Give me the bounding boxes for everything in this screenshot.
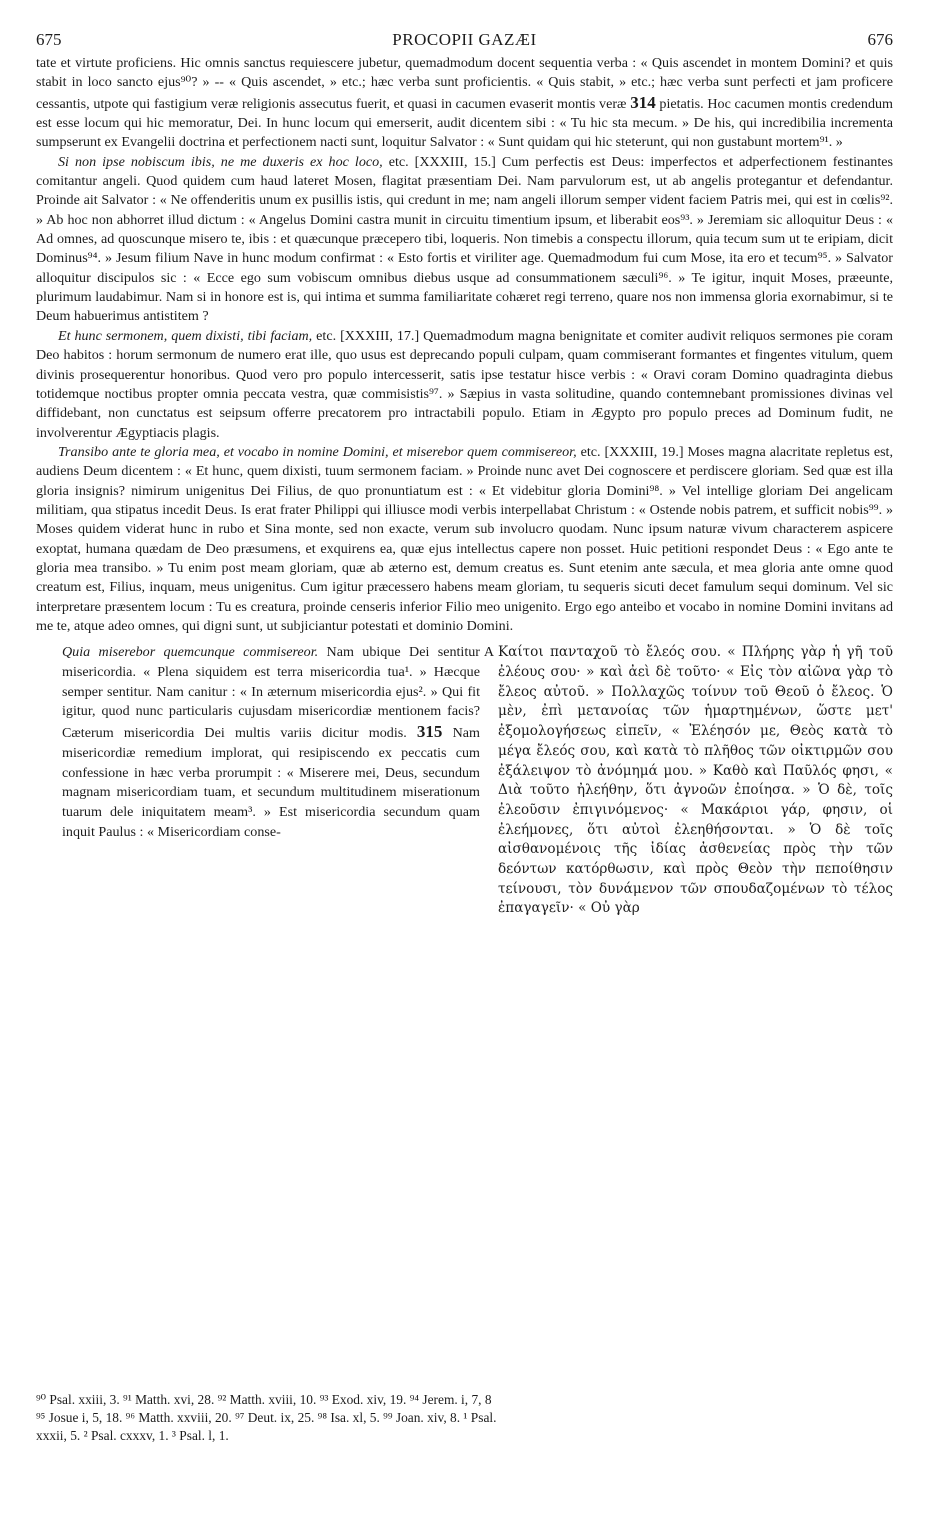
footnote-line: ⁹⁰ Psal. xxiii, 3. ⁹¹ Matth. xvi, 28. ⁹² Matth. xviii, 10. ⁹³ Exod. xiv, 19. ⁹⁴ Jerem. i, 7, 8 bbox=[36, 1392, 492, 1407]
margin-letter: A bbox=[483, 644, 494, 661]
page-number-right: 676 bbox=[867, 30, 893, 49]
column-marker-314: 314 bbox=[630, 92, 656, 112]
greek-paragraph: Καίτοι πανταχοῦ τὸ ἔλεός σου. « Πλήρης γὰρ ἡ γῆ τοῦ ἐλέους σου· » καὶ ἀεὶ δὲ τοῦτο· « Εἰς τὸν αἰῶνα γὰρ τὸ ἔλεος αὐτοῦ. » Πολλαχῶς τοίνυν τοῦ Θεοῦ ὁ ἔλεος. Ὁ μὲν, ἐπὶ μετανοίας τῶν ἡμαρτημένων, ὥστε μετ' ἐξομολογήσεως εἰπεῖν, « Ἐλέησόν με, Θεὸς κατὰ τὸ μέγα ἔλεός σου, καὶ κατὰ τὸ πλῆθος τῶν οἰκτιρμῶν σου ἐξάλειψον τὸ ἀνόμημά μου. » Καθὸ καὶ Παῦλός φησι, « Διὰ τοῦτο ἠλεήθην, ὅτι ἀγνοῶν ἐποίησα. » Ὁ δὲ, τοῖς ἐλεοῦσιν ἐπιγινόμενος· « Μακάριοι γάρ, φησιν, οἱ ἐλεήμονες, ὅτι αὐτοὶ ἐλεηθήσονται. » Ὁ δὲ τοῖς αἰσθανομένοις τῆς ἰδίας ἀσθενείας πρὸς τὴν τῶν δεόντων κατόρθωσιν, καὶ πρὸς Θεὸν τὴν πεποίθησιν τείνουσι, τὸν δυνάμενον τῶν σπουδαζομένων τὸ τέλος ἐπαγαγεῖν· « Οὐ γὰρ bbox=[498, 644, 893, 917]
lemma-3: Et hunc sermonem, quem dixisti, tibi faciam, bbox=[58, 327, 313, 344]
page-number-left: 675 bbox=[36, 30, 62, 49]
footnote-line: xxxii, 5. ² Psal. cxxxv, 1. ³ Psal. l, 1. bbox=[36, 1428, 229, 1443]
paragraph-2-text: etc. [XXXIII, 15.] Cum perfectis est Deus: imperfectos et adperfectionem festinantes comitantur angeli. Quod quidem cum haud lateret Mosen, flagitat præsentiam Dei. Nam parvulorum est, ut ab angelis protegantur et defendantur. Proinde ait Salvator : « Ne offenderitis unum ex pusillis istis, qui credunt in me; nam angeli illorum semper vident faciem Patris mei, qui est in cœlis⁹². » Ab hoc non abhorret illud dictum : « Angelus Domini castra munit in circuitu timentium ipsum, et liberabit eos⁹³. » Jeremiam sic alloquitur Deus : « Ad omnes, ad quoscunque misero te, ibis : et quæcunque præcepero tibi, loqueris. Non timebis a conspectu illorum, quia tecum sum ut te eripiam, dicit Dominus⁹⁴. » Jesum filium Nave in hunc modum confirmat : « Esto fortis et viriliter age. Quemadmodum fui cum Mose, ita ero et tecum⁹⁵. » Salvator alloquitur discipulos sic : « Ecce ego sum vobiscum omnibus diebus usque ad consummationem sæculi⁹⁶. » Te igitur, inquit Moses, præeunte, plurimum laudabimur. Nam si in honore est is, qui intima et summa familiaritate cohæret regi terreno, quare nos non immensa gloria exornabimur, si te Deum habuerimus antistitem ? bbox=[36, 153, 893, 325]
lemma-2: Si non ipse nobiscum ibis, ne me duxeris ex hoc loco, bbox=[58, 153, 383, 170]
paragraph-3-text: etc. [XXXIII, 17.] Quemadmodum magna benignitate et comiter audivit reliquos sermones pie coram Deo habitos : horum sermonum de numero erat ille, quo usus est deprecando populi culpam, quam commiserant formantes et fingentes vitulum, quem divinis prosequerentur honoribus. Quod vero pro populo intercesserit, satis ipse testatur hisce verbis : « Oravi coram Domino quadraginta diebus totidemque noctibus propter omnia peccata vestra, quæ commisistis⁹⁷. » Sæpius in vasta solitudine, quando contemnebant promissiones divinas vel diffidebant, non cunctatus est seipsum offerre precatorem pro intractabili populo. Etiam in Ægypto pro populo preces ad Dominum fudit, ne involverentur Ægyptiacis plagis. bbox=[36, 327, 893, 441]
latin-column bbox=[62, 643, 494, 842]
main-text bbox=[36, 54, 893, 636]
greek-column bbox=[498, 643, 893, 919]
paragraph-2 bbox=[36, 153, 893, 327]
paragraph-4 bbox=[36, 443, 893, 636]
two-column-section bbox=[36, 643, 893, 973]
footnote-line: ⁹⁵ Josue i, 5, 18. ⁹⁶ Matth. xxviii, 20. ⁹⁷ Deut. ix, 25. ⁹⁸ Isa. xl, 5. ⁹⁹ Joan. xiv, 8. ¹ Psal. bbox=[36, 1410, 497, 1425]
paragraph-1 bbox=[36, 54, 893, 153]
running-title: PROCOPII GAZÆI bbox=[392, 30, 537, 49]
footnotes bbox=[36, 1391, 893, 1445]
latin-text-1: Nam ubique Dei sentitur misericordia. « Plena siquidem est terra misericordia tua¹. » Hæcque semper sentitur. Nam canitur : « In æternum misericordia ejus². » Qui fit igitur, quod nunc particularis cujusdam misericordiæ mentionem facis? Cæterum misericordia Dei multis variis dicitur modis. bbox=[62, 644, 480, 742]
paragraph-3 bbox=[36, 327, 893, 443]
column-marker-315: 315 bbox=[416, 722, 443, 742]
paragraph-1-text: tate et virtute proficiens. Hic omnis sanctus requiescere jubetur, quemadmodum docent sequentia verba : « Quis ascendet in montem Domini? et quis stabit in loco sancto ejus⁹⁰? » -- « Quis ascendet, » etc.; hæc verba sunt proficientis. « Quis stabit, » etc.; hæc verba sunt perfecti et jam proficere cessantis, utpote qui fastigium veræ religionis assecutus fuerit, et quasi in cacumen evaserit montis veræ bbox=[36, 55, 893, 112]
paragraph-4-text: etc. [XXXIII, 19.] Moses magna alacritate repletus est, audiens Deum dicentem : « Et hunc, quem dixisti, tuum sermonem faciam. » Proinde nunc avet Dei cognoscere et perdiscere gloriam. Sed quæ est illa gloria insignis? nimirum unigenitus Dei Filius, de quo pronuntiatum est : « Et videbitur gloria Domini⁹⁸. » Vel intellige gloriam Dei angelicam militiam, qua stipatus incedit Deus. Is erat frater Philippi qui illiusce modi verbis interpellabat Christum : « Ostende nobis patrem, et sufficit nobis⁹⁹. » Moses quidem viderat hunc in rubo et Sina monte, sed non exacte, verum sub involucro quodam. Nunc ipsum naturæ vivum characterem aspicere exoptat, humana quædam de Deo præsumens, et exquirens ea, quæ ejus intellectus capere non posset. Huic petitioni respondet Deus : « Ego ante te gloria mea transibo. » Tu enim post meam gloriam, quæ ab æterno est, demum creatus es. Sunt etenim ante sæcula, et mea gloria ante omne quod creatum est, Filius, inquam, meus unigenitus. Cum igitur præcessero habens meam gloriam, tu sequeris sicuti decet famulum sequi dominum. Vel sic interpretare præsentem locum : Tu es creatura, proinde censeris inferior Filio meo unigenito. Ergo ego anteibo et vocabo in nomine Domini invitans ad me te, atque adeo omnes, qui digni sunt, ut subjiciantur potestati et dominio Domini. bbox=[36, 443, 893, 634]
latin-lemma: Quia miserebor quemcunque commisereor. bbox=[62, 644, 319, 661]
latin-text-2: Nam misericordiæ remedium implorat, qui resipiscendo ex peccatis cum confessione in hæc verba prorumpit : « Miserere mei, Deus, secundum magnam misericordiam tuam, et secundum multitudinem miserationum tuarum dele iniquitatem meam³. » Est misericordia secundum quam inquit Paulus : « Misericordiam conse- bbox=[62, 725, 480, 840]
latin-paragraph bbox=[62, 643, 480, 842]
lemma-4: Transibo ante te gloria mea, et vocabo in nomine Domini, et miserebor quem commisereor, bbox=[58, 443, 577, 460]
page-header bbox=[36, 30, 893, 56]
paragraph-1b-text: pietatis. Hoc cacumen montis credendum est esse locum qui hic memoratur, Dei. In hunc locum qui emerserit, audit dicentem sibi : « Tu hic sta mecum. » De his, qui incredibilia incrementa sumpserunt ex Evangelii doctrina et perfectionem nacti sunt, loquitur Salvator : « Sunt quidam qui hic steterunt, qui non gustabunt mortem⁹¹. » bbox=[36, 95, 894, 151]
page bbox=[36, 30, 893, 973]
